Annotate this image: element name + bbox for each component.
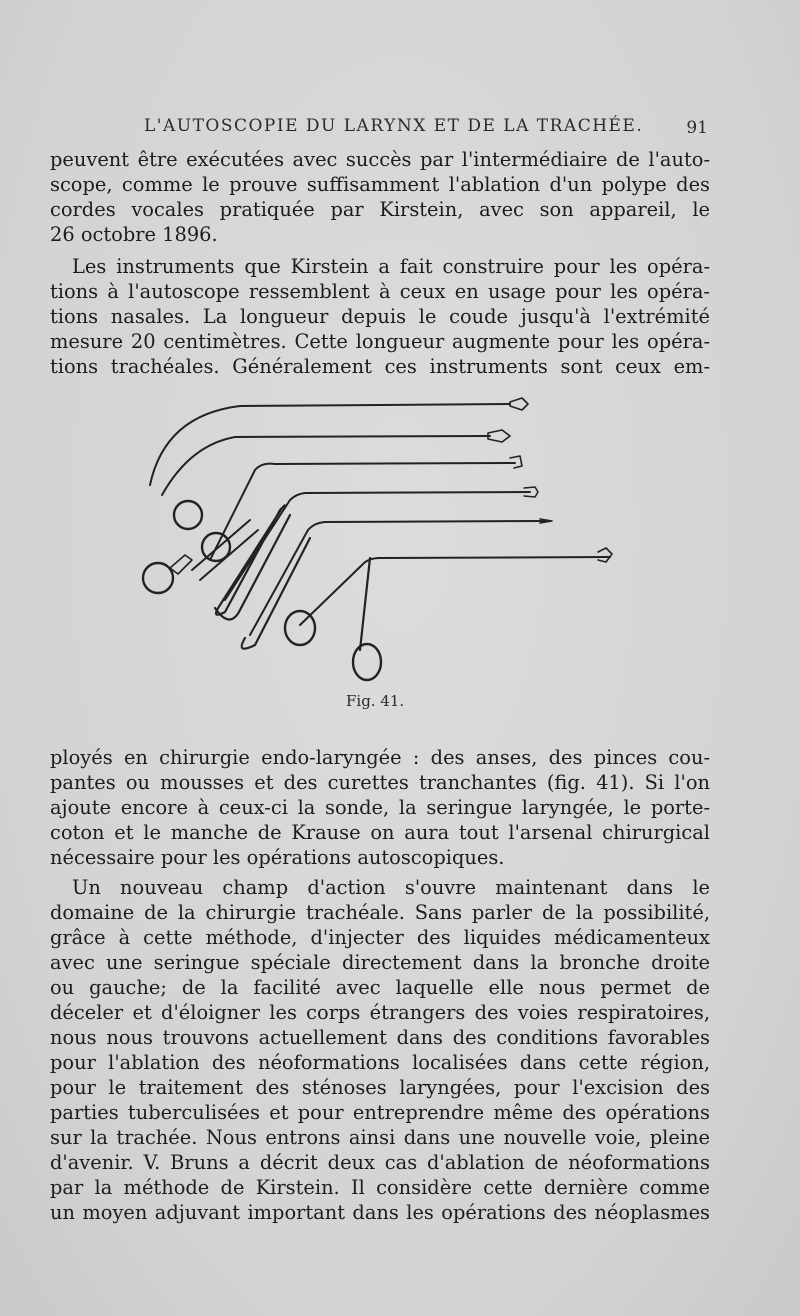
text-line: ou gauche; de la facilité avec laquelle elle nous permet de <box>50 976 710 999</box>
text-line: grâce à cette méthode, d'injecter des liquides médicamenteux <box>50 926 710 949</box>
text-line: 26 octobre 1896. <box>50 223 218 246</box>
text-line: tions trachéales. Généralement ces instruments sont ceux em- <box>50 355 710 378</box>
text-line: déceler et d'éloigner les corps étrangers des voies respiratoires, <box>50 1001 710 1024</box>
ring-handle <box>353 644 381 680</box>
instrument-6-arm <box>360 558 370 650</box>
paragraph-2 <box>50 254 710 379</box>
figure-caption: Fig. 41. <box>346 692 405 710</box>
paragraph-4 <box>50 875 710 1225</box>
text-line: sur la trachée. Nous entrons ainsi dans une nouvelle voie, pleine <box>50 1126 710 1149</box>
text-line: pour le traitement des sténoses laryngées, pour l'excision des <box>50 1076 710 1099</box>
text-line: pantes ou mousses et des curettes tranchantes (fig. 41). Si l'on <box>50 771 710 794</box>
ring-handle <box>143 563 173 593</box>
instrument-2-tip <box>488 430 510 442</box>
running-head <box>48 112 708 142</box>
text-line: Les instruments que Kirstein a fait construire pour les opéra- <box>72 255 710 278</box>
text-line: tions nasales. La longueur depuis le coude jusqu'à l'extrémité <box>50 305 710 328</box>
ring-handle <box>285 611 315 645</box>
instrument-1 <box>150 404 510 485</box>
text-line: ployés en chirurgie endo-laryngée : des anses, des pinces cou- <box>50 746 710 769</box>
text-line: parties tuberculisées et pour entreprendre même des opérations <box>50 1101 710 1124</box>
page-number: 91 <box>686 118 708 138</box>
text-line: coton et le manche de Krause on aura tout l'arsenal chirurgical <box>50 821 710 844</box>
text-line: nous nous trouvons actuellement dans des conditions favorables <box>50 1026 710 1049</box>
surgical-instruments-figure <box>130 390 630 690</box>
text-line: un moyen adjuvant important dans les opérations des néoplasmes <box>50 1201 710 1224</box>
text-line: pour l'ablation des néoformations localisées dans cette région, <box>50 1051 710 1074</box>
instrument-6 <box>300 557 610 625</box>
paragraph-3 <box>50 745 710 870</box>
text-line: avec une seringue spéciale directement dans la bronche droite <box>50 951 710 974</box>
text-line: scope, comme le prouve suffisamment l'ablation d'un polype des <box>50 173 710 196</box>
text-line: par la méthode de Kirstein. Il considère cette dernière comme <box>50 1176 710 1199</box>
instrument-3-jaw <box>510 456 522 468</box>
text-line: domaine de la chirurgie trachéale. Sans parler de la possibilité, <box>50 901 710 924</box>
instrument-6-jaw <box>598 548 612 562</box>
text-line: nécessaire pour les opérations autoscopiques. <box>50 846 505 869</box>
paragraph-1 <box>50 147 710 247</box>
text-line: ajoute encore à ceux-ci la sonde, la seringue laryngée, le porte- <box>50 796 710 819</box>
text-line: mesure 20 centimètres. Cette longueur augmente pour les opéra- <box>50 330 710 353</box>
running-title: L'AUTOSCOPIE DU LARYNX ET DE LA TRACHÉE. <box>144 116 644 136</box>
instrument-2 <box>162 436 490 495</box>
instrument-5 <box>250 521 550 635</box>
instrument-4 <box>225 492 530 600</box>
text-line: tions à l'autoscope ressemblent à ceux en usage pour les opéra- <box>50 280 710 303</box>
ring-handle <box>174 501 202 529</box>
text-line: cordes vocales pratiquée par Kirstein, avec son appareil, le <box>50 198 710 221</box>
instrument-3 <box>210 463 515 560</box>
instrument-1-tip <box>510 398 528 410</box>
text-line: Un nouveau champ d'action s'ouvre maintenant dans le <box>72 876 710 899</box>
text-line: peuvent être exécutées avec succès par l'intermédiaire de l'auto- <box>50 148 710 171</box>
text-line: d'avenir. V. Bruns a décrit deux cas d'ablation de néoformations <box>50 1151 710 1174</box>
